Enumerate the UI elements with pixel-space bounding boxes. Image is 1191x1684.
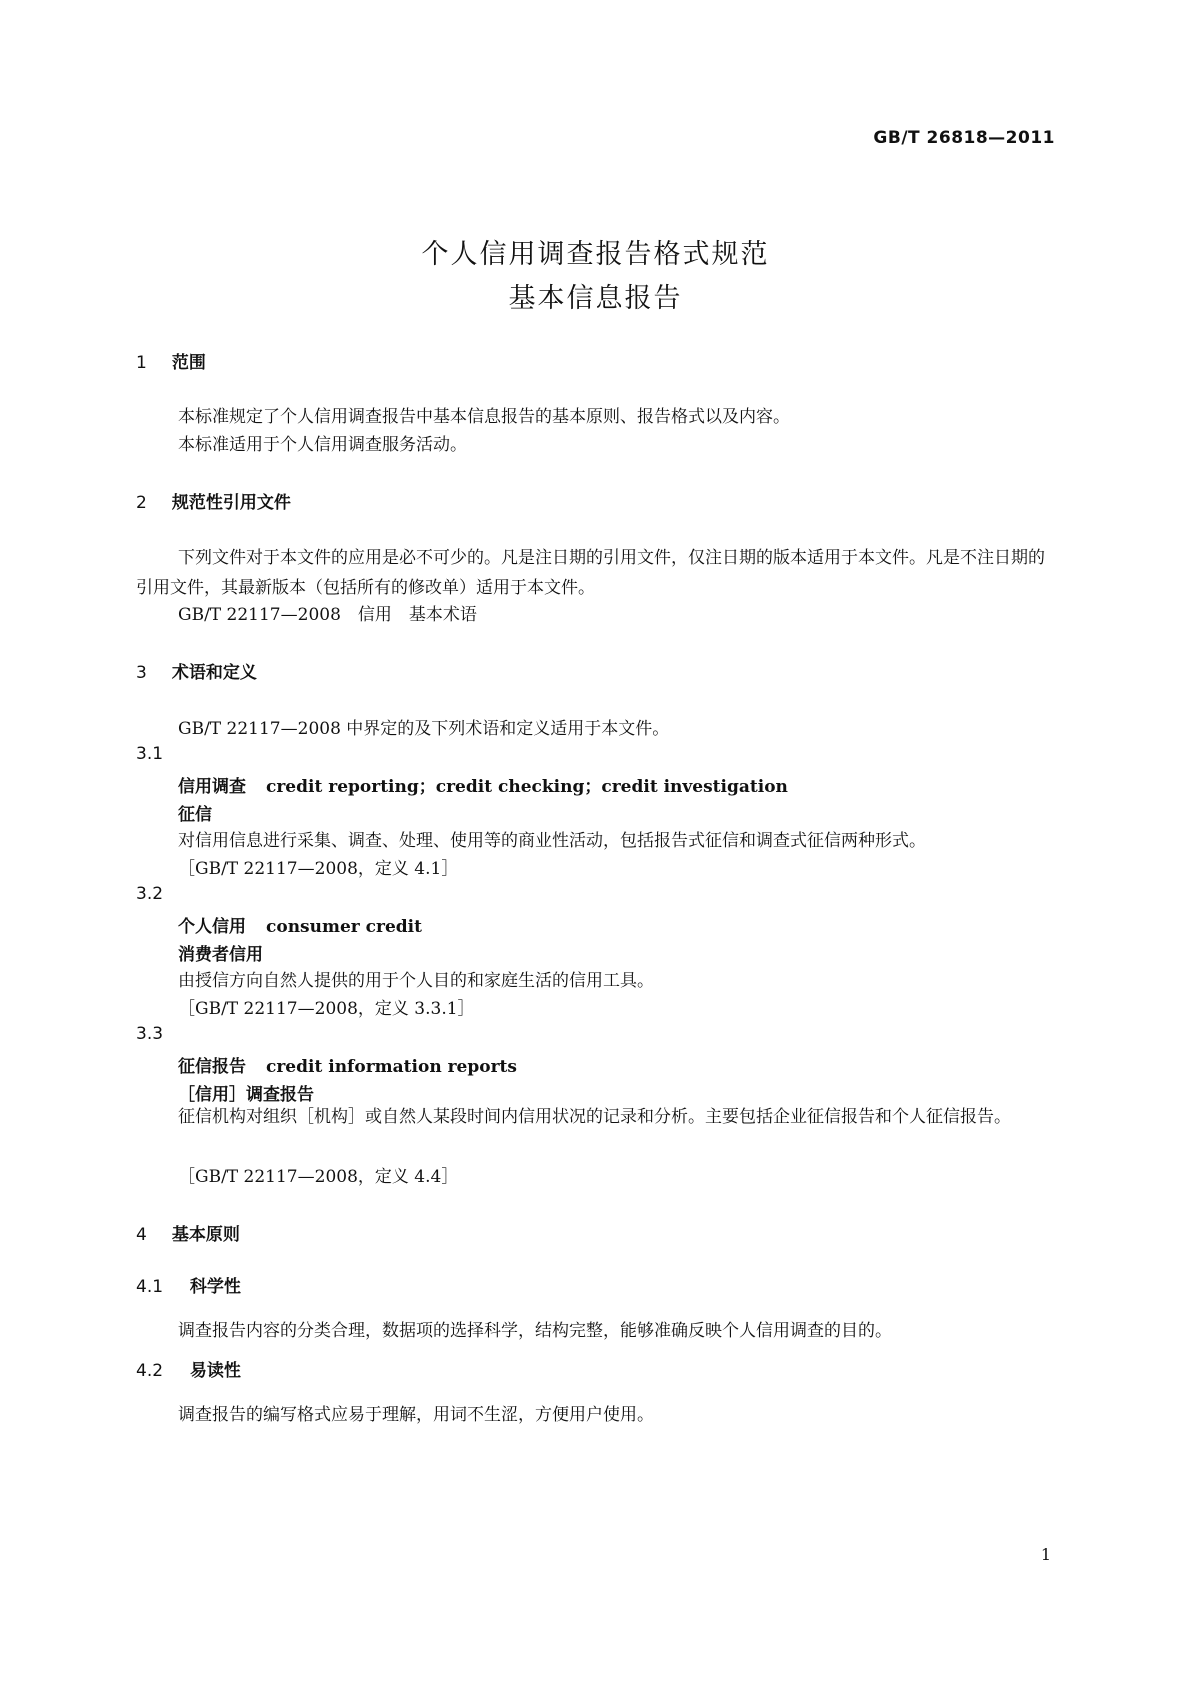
section-number: 2 bbox=[136, 493, 147, 513]
term-en: consumer credit bbox=[266, 917, 422, 937]
section-heading-3 bbox=[136, 658, 257, 683]
term-number: 3.2 bbox=[136, 884, 164, 904]
section-title: 术语和定义 bbox=[171, 663, 257, 683]
term-en: credit information reports bbox=[266, 1057, 517, 1077]
document-title: 个人信用调查报告格式规范 bbox=[421, 239, 770, 270]
paragraph: 本标准适用于个人信用调查服务活动。 bbox=[178, 435, 467, 455]
document-subtitle: 基本信息报告 bbox=[508, 283, 683, 314]
page-number: 1 bbox=[1040, 1545, 1051, 1564]
term-definition: 由授信方向自然人提供的用于个人目的和家庭生活的信用工具。 bbox=[178, 971, 654, 991]
section-heading-2 bbox=[136, 488, 291, 513]
normative-reference: GB/T 22117—2008 信用 基本术语 bbox=[178, 605, 477, 625]
section-title: 规范性引用文件 bbox=[171, 493, 291, 513]
section-title: 范围 bbox=[171, 353, 206, 373]
term-synonym: ［信用］调查报告 bbox=[178, 1085, 314, 1105]
term-en: credit reporting；credit checking；credit investigation bbox=[266, 777, 788, 797]
section-heading-1 bbox=[136, 348, 206, 373]
term-source: ［GB/T 22117—2008，定义 4.4］ bbox=[178, 1167, 459, 1187]
term-entry bbox=[178, 772, 788, 797]
paragraph: 调查报告内容的分类合理，数据项的选择科学，结构完整，能够准确反映个人信用调查的目的。 bbox=[178, 1321, 892, 1341]
term-source: ［GB/T 22117—2008，定义 4.1］ bbox=[178, 859, 459, 879]
subsection-heading-4-2 bbox=[136, 1356, 241, 1381]
subsection-number: 4.2 bbox=[136, 1361, 164, 1381]
term-entry bbox=[178, 912, 422, 937]
standard-number: GB/T 26818—2011 bbox=[873, 128, 1055, 148]
paragraph: GB/T 22117—2008 中界定的及下列术语和定义适用于本文件。 bbox=[178, 719, 670, 739]
term-zh: 信用调查 bbox=[178, 777, 246, 797]
subsection-title: 科学性 bbox=[189, 1277, 241, 1297]
section-heading-4 bbox=[136, 1220, 240, 1245]
section-title: 基本原则 bbox=[171, 1225, 240, 1245]
paragraph: 本标准规定了个人信用调查报告中基本信息报告的基本原则、报告格式以及内容。 bbox=[178, 407, 790, 427]
section-number: 4 bbox=[136, 1225, 147, 1245]
paragraph: 下列文件对于本文件的应用是必不可少的。凡是注日期的引用文件，仅注日期的版本适用于本文件。凡是不注日期的引用文件，其最新版本（包括所有的修改单）适用于本文件。 bbox=[136, 548, 1045, 598]
term-zh: 征信报告 bbox=[178, 1057, 246, 1077]
term-definition: 征信机构对组织［机构］或自然人某段时间内信用状况的记录和分析。主要包括企业征信报告和个人征信报告。 bbox=[178, 1107, 1011, 1127]
paragraph: 调查报告的编写格式应易于理解，用词不生涩，方便用户使用。 bbox=[178, 1405, 654, 1425]
section-number: 1 bbox=[136, 353, 147, 373]
term-zh: 个人信用 bbox=[178, 917, 246, 937]
term-number: 3.1 bbox=[136, 744, 164, 764]
term-synonym: 消费者信用 bbox=[178, 945, 263, 965]
term-definition: 对信用信息进行采集、调查、处理、使用等的商业性活动，包括报告式征信和调查式征信两种形式。 bbox=[178, 831, 926, 851]
subsection-heading-4-1 bbox=[136, 1272, 241, 1297]
term-source: ［GB/T 22117—2008，定义 3.3.1］ bbox=[178, 999, 475, 1019]
term-entry bbox=[178, 1052, 517, 1077]
term-synonym: 征信 bbox=[178, 805, 212, 825]
subsection-number: 4.1 bbox=[136, 1277, 164, 1297]
section-number: 3 bbox=[136, 663, 147, 683]
subsection-title: 易读性 bbox=[189, 1361, 241, 1381]
term-number: 3.3 bbox=[136, 1024, 164, 1044]
